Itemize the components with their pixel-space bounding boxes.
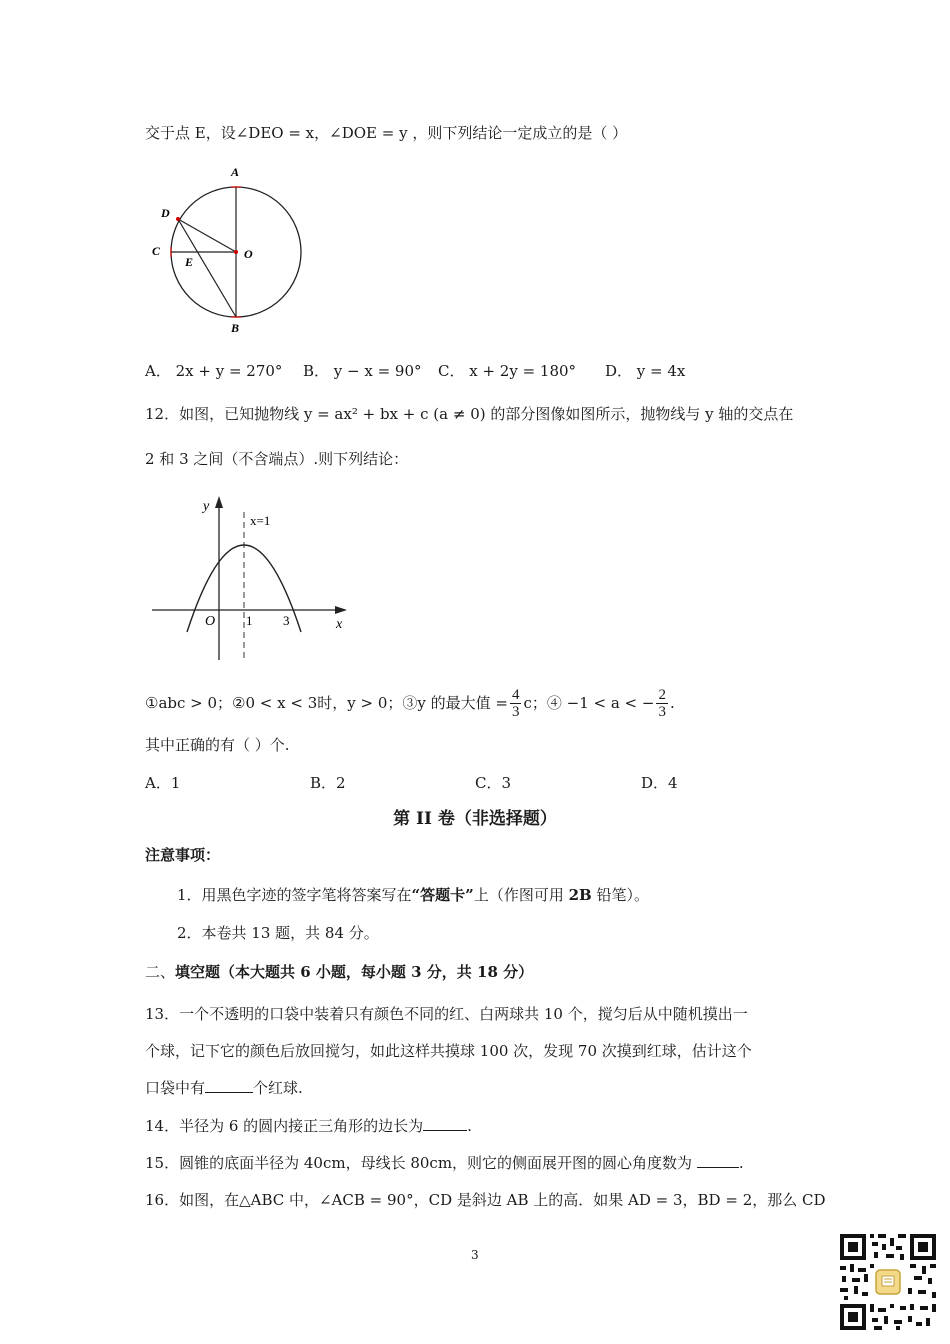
q12-question: 其中正确的有（ ）个. — [145, 736, 290, 754]
q13-line1: 13．一个不透明的口袋中装着只有颜色不同的红、白两球共 10 个，搅匀后从中随机摸出一 — [145, 1005, 748, 1023]
qr-code-image — [838, 1232, 938, 1332]
q12-conditions — [145, 680, 675, 726]
q12-conditions-mid: c；④ −1 < a < − — [523, 694, 655, 712]
label-c: C — [152, 244, 161, 258]
center-dot — [234, 250, 238, 254]
q12-option-c: C．3 — [475, 774, 512, 792]
label-e: E — [185, 255, 194, 269]
q12-option-a: A．1 — [145, 774, 181, 792]
q13-line2: 个球，记下它的颜色后放回搅匀，如此这样共摸球 100 次，发现 70 次摸到红球，估计这个 — [145, 1042, 752, 1060]
q12-option-d: D．4 — [641, 774, 678, 792]
frac2-denominator: 3 — [658, 703, 666, 720]
frac1-denominator: 3 — [511, 703, 520, 720]
y-axis-arrow — [215, 496, 223, 508]
q11-circle-figure — [148, 162, 313, 337]
label-d: D — [161, 206, 170, 220]
q12-line2: 2 和 3 之间（不含端点）.则下列结论： — [145, 450, 409, 468]
q11-stem: 交于点 E，设∠DEO = x，∠DOE = y ，则下列结论一定成立的是（ ） — [145, 124, 628, 142]
graph-label-o: O — [205, 614, 216, 629]
x-axis-arrow — [335, 606, 347, 614]
q11-option-b: B． y − x = 90° — [303, 362, 422, 380]
graph-label-3: 3 — [283, 613, 290, 628]
q12-option-b: B．2 — [310, 774, 346, 792]
page-number: 3 — [471, 1248, 479, 1262]
q11-option-a: A． 2x + y = 270° — [145, 362, 283, 380]
label-a: A — [231, 165, 240, 179]
point-d-dot — [176, 217, 180, 221]
q12-conditions-prefix: ①abc > 0；②0 < x < 3时，y > 0；③y 的最大值 = — [145, 694, 508, 712]
q15-answer-blank[interactable] — [697, 1153, 739, 1168]
q15: 15．圆锥的底面半径为 40cm，母线长 80cm，则它的侧面展开图的圆心角度数为 . — [145, 1154, 744, 1172]
fraction-four-thirds — [510, 687, 522, 720]
q13-line3: 口袋中有 个红球. — [145, 1079, 303, 1097]
graph-label-1: 1 — [246, 613, 253, 628]
graph-label-x: x — [336, 617, 343, 632]
q12-line1: 12．如图，已知抛物线 y = ax² + bx + c (a ≠ 0) 的部分图像如图所示，抛物线与 y 轴的交点在 — [145, 405, 794, 423]
section-2-title: 第 II 卷（非选择题） — [393, 809, 557, 829]
frac2-numerator: 2 — [658, 686, 666, 703]
q14-answer-blank[interactable] — [423, 1116, 467, 1131]
label-o: O — [244, 247, 253, 261]
notice-item-1: 1．用黑色字迹的签字笔将答案写在“答题卡”上（作图可用 2B 铅笔）。 — [177, 886, 649, 904]
q12-parabola-graph — [150, 492, 360, 664]
segment-do — [178, 219, 236, 252]
graph-label-axis: x=1 — [250, 513, 271, 528]
part-2-heading: 二、填空题（本大题共 6 小题，每小题 3 分，共 18 分） — [145, 963, 534, 981]
q14: 14．半径为 6 的圆内接正三角形的边长为 . — [145, 1117, 472, 1135]
q13-answer-blank[interactable] — [205, 1078, 253, 1093]
q12-conditions-end: . — [669, 694, 675, 712]
fraction-two-thirds — [656, 687, 668, 720]
label-b: B — [231, 321, 240, 335]
graph-label-y: y — [203, 499, 210, 514]
notice-title: 注意事项： — [145, 846, 221, 864]
q11-option-c: C． x + 2y = 180° — [438, 362, 577, 380]
frac1-numerator: 4 — [511, 686, 520, 703]
q16: 16．如图，在△ABC 中，∠ACB = 90°，CD 是斜边 AB 上的高．如果 AD = 3，BD = 2，那么 CD — [145, 1191, 826, 1209]
notice-item-2: 2．本卷共 13 题，共 84 分。 — [177, 924, 379, 942]
q11-option-d: D． y = 4x — [605, 362, 686, 380]
